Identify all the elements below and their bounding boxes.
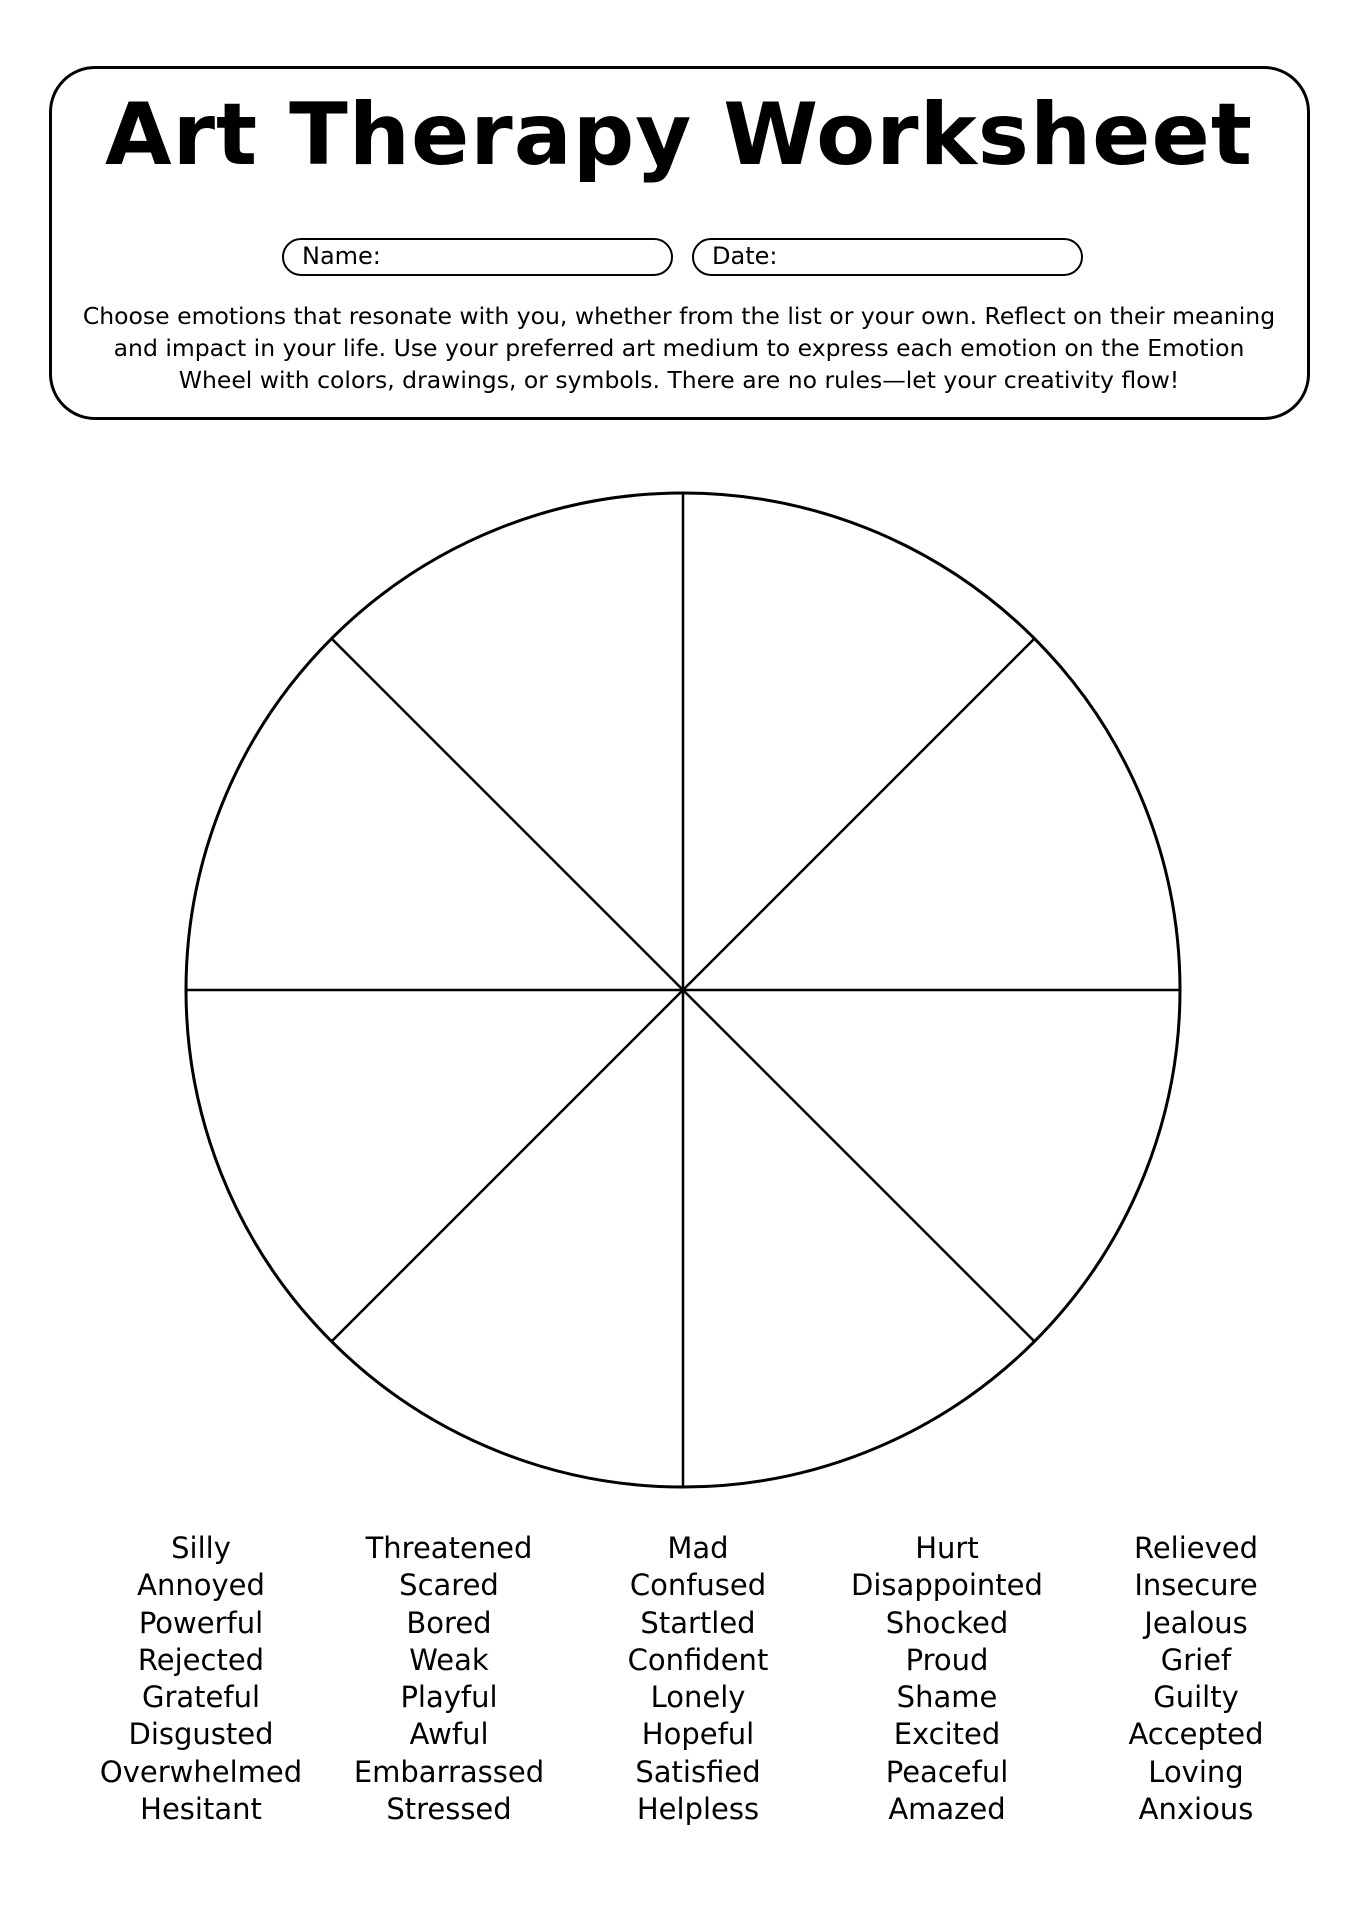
emotion-word: Embarrassed: [353, 1754, 545, 1789]
emotion-column-2: [324, 1530, 574, 1828]
page-title: Art Therapy Worksheet: [105, 85, 1253, 185]
emotion-word: Anxious: [1138, 1792, 1254, 1827]
emotion-word: Shame: [896, 1680, 998, 1715]
emotion-word: Excited: [893, 1717, 1001, 1752]
emotion-word: Silly: [171, 1531, 231, 1565]
emotion-word: Satisfied: [635, 1754, 761, 1789]
emotion-word: Relieved: [1133, 1531, 1259, 1565]
emotion-column-1: [76, 1530, 326, 1828]
emotion-word: Loving: [1148, 1754, 1244, 1789]
emotion-word: Guilty: [1153, 1680, 1239, 1715]
emotion-word: Jealous: [1144, 1605, 1248, 1640]
emotion-word: Powerful: [138, 1605, 264, 1640]
emotion-word: Accepted: [1128, 1717, 1264, 1752]
emotion-word: Insecure: [1134, 1568, 1258, 1603]
emotion-word: Stressed: [386, 1792, 512, 1827]
emotion-column-5: [1071, 1530, 1321, 1828]
emotion-word: Mad: [667, 1531, 729, 1565]
instructions-text: Choose emotions that resonate with you, whether from the list or your own. Reflect on their meaning and impact in your life. Use your preferred art medium to express each emotion on the Emotion Wheel with colors, drawings, or symbols. There are no rules—let your creativity flow!: [82, 302, 1276, 394]
emotion-word: Disgusted: [128, 1717, 274, 1752]
emotion-word: Grief: [1160, 1642, 1232, 1677]
emotion-word: Disappointed: [851, 1568, 1043, 1603]
emotion-word: Awful: [409, 1717, 489, 1752]
emotion-column-4: [822, 1530, 1072, 1828]
emotion-word: Lonely: [650, 1680, 746, 1715]
emotion-word: Annoyed: [137, 1568, 265, 1603]
emotion-word: Peaceful: [885, 1754, 1009, 1789]
emotion-word: Threatened: [365, 1531, 533, 1565]
emotion-word: Helpless: [636, 1792, 760, 1827]
date-label: Date:: [712, 242, 778, 270]
emotion-word: Hurt: [915, 1531, 979, 1565]
emotion-word: Overwhelmed: [99, 1754, 303, 1789]
emotion-word: Startled: [640, 1605, 756, 1640]
emotion-word: Amazed: [888, 1792, 1006, 1827]
name-label: Name:: [302, 242, 381, 270]
emotion-word: Shocked: [885, 1605, 1009, 1640]
emotion-word: Bored: [406, 1605, 492, 1640]
emotion-word: Weak: [409, 1642, 489, 1677]
emotion-word: Confident: [627, 1642, 769, 1677]
emotion-word: Playful: [400, 1680, 498, 1715]
emotion-word: Scared: [399, 1568, 499, 1603]
emotion-word: Proud: [905, 1642, 989, 1677]
emotion-word: Hesitant: [140, 1792, 262, 1827]
emotion-word: Hopeful: [641, 1717, 755, 1752]
emotion-word: Rejected: [137, 1642, 265, 1677]
emotion-column-3: [573, 1530, 823, 1828]
emotion-word: Grateful: [141, 1680, 261, 1715]
wheel-spokes: [186, 493, 1180, 1487]
emotion-word: Confused: [629, 1568, 767, 1603]
